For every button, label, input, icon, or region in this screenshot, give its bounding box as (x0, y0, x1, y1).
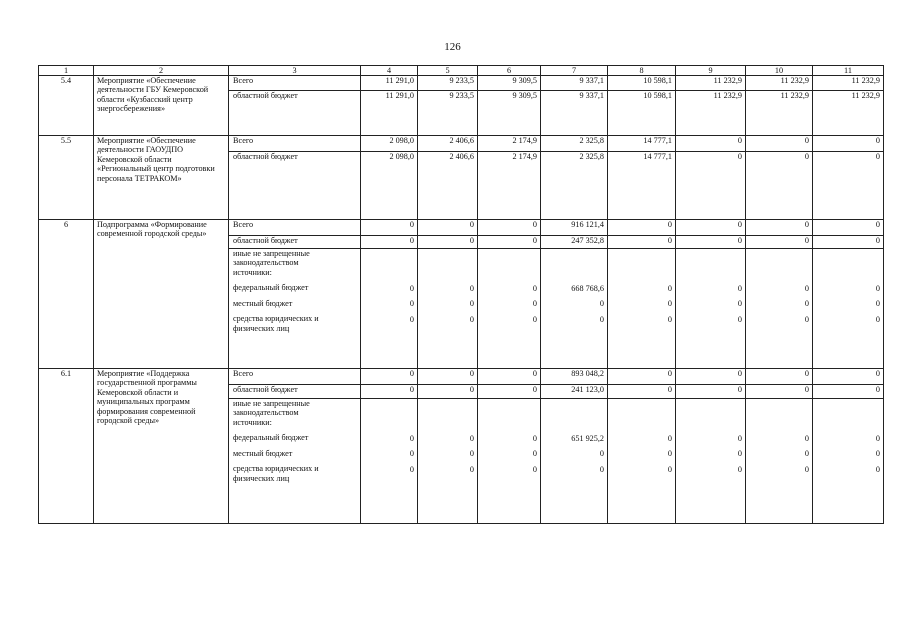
value-cell: 0 (418, 220, 478, 236)
value-cell: 9 309,5 (478, 76, 541, 91)
funding-source: областной бюджет (229, 91, 361, 136)
value-cell: 0 (804, 464, 809, 474)
value-cell: 0 (361, 385, 418, 399)
value-cell: 2 098,0 (361, 152, 418, 220)
value-cell: 0 (676, 236, 746, 249)
item-code: 6 (39, 220, 94, 369)
value-cell: 0 (599, 299, 604, 309)
value-cell: 0 (608, 220, 676, 236)
value-cell: 0 (409, 314, 414, 324)
value-cell: 0 (478, 369, 541, 385)
column-number: 5 (418, 66, 478, 76)
value-cell: 0 (676, 385, 746, 399)
funding-source: областной бюджет (229, 236, 361, 249)
value-cell: 0 (813, 136, 884, 152)
value-cell: 0 (804, 314, 809, 324)
value-cell: 0 (409, 284, 414, 293)
value-cell: 0 (608, 236, 676, 249)
value-cell: 9 233,5 (418, 91, 478, 136)
value-cell: 0 (667, 464, 672, 474)
funding-source: областной бюджет (229, 385, 361, 399)
value-cell: 0 (813, 220, 884, 236)
funding-source: федеральный бюджет (233, 283, 309, 293)
value-cell: 0 (667, 449, 672, 459)
value-cell-stack (361, 399, 418, 524)
column-number: 2 (94, 66, 229, 76)
value-cell-stack (746, 399, 813, 524)
value-cell: 0 (469, 284, 474, 293)
value-cell: 0 (746, 385, 813, 399)
value-cell: 0 (737, 449, 742, 459)
value-cell: 11 232,9 (676, 76, 746, 91)
value-cell-stack (418, 399, 478, 524)
value-cell: 11 232,9 (813, 76, 884, 91)
value-cell: 0 (409, 434, 414, 443)
value-cell: 0 (746, 236, 813, 249)
value-cell: 0 (418, 236, 478, 249)
table-row (39, 369, 884, 385)
value-cell: 0 (676, 136, 746, 152)
value-cell: 0 (676, 152, 746, 220)
value-cell: 0 (875, 434, 880, 443)
table-row (39, 220, 884, 236)
value-cell: 10 598,1 (608, 76, 676, 91)
value-cell: 11 232,9 (813, 91, 884, 136)
item-name: Мероприятие «Поддержка государственной программы Кемеровской области и муниципальных программ формирования современной городской среды» (94, 369, 229, 524)
value-cell: 0 (469, 434, 474, 443)
value-cell: 0 (737, 464, 742, 474)
funding-source: Всего (229, 76, 361, 91)
value-cell-stack (608, 249, 676, 369)
value-cell: 14 777,1 (608, 152, 676, 220)
value-cell: 0 (361, 220, 418, 236)
value-cell: 2 406,6 (418, 152, 478, 220)
value-cell: 0 (737, 284, 742, 293)
column-number: 1 (39, 66, 94, 76)
column-number: 6 (478, 66, 541, 76)
value-cell: 11 232,9 (676, 91, 746, 136)
value-cell: 241 123,0 (541, 385, 608, 399)
funding-source: Всего (229, 220, 361, 236)
column-number: 8 (608, 66, 676, 76)
value-cell: 11 291,0 (361, 76, 418, 91)
value-cell: 0 (813, 369, 884, 385)
value-cell-stack (676, 399, 746, 524)
value-cell: 0 (746, 220, 813, 236)
value-cell: 0 (875, 299, 880, 309)
value-cell-stack (361, 249, 418, 369)
value-cell: 0 (532, 299, 537, 309)
table-row (39, 76, 884, 91)
value-cell: 0 (746, 136, 813, 152)
column-number: 10 (746, 66, 813, 76)
funding-source: средства юридических и физических лиц (233, 314, 319, 333)
value-cell: 916 121,4 (541, 220, 608, 236)
value-cell: 9 337,1 (541, 76, 608, 91)
funding-source-list (229, 249, 361, 369)
value-cell-stack (418, 249, 478, 369)
value-cell: 0 (746, 152, 813, 220)
value-cell: 0 (804, 449, 809, 459)
item-code: 6.1 (39, 369, 94, 524)
other-sources-intro: иные не запрещенные законодательством источники: (233, 399, 310, 427)
value-cell: 2 174,9 (478, 136, 541, 152)
value-cell: 0 (361, 369, 418, 385)
value-cell: 0 (737, 314, 742, 324)
value-cell-stack (478, 249, 541, 369)
funding-source-list (229, 399, 361, 524)
value-cell: 0 (676, 369, 746, 385)
value-cell: 0 (667, 284, 672, 293)
value-cell: 651 925,2 (571, 434, 604, 443)
item-code: 5.4 (39, 76, 94, 136)
value-cell: 0 (737, 299, 742, 309)
value-cell: 0 (608, 369, 676, 385)
value-cell: 0 (667, 299, 672, 309)
column-number: 4 (361, 66, 418, 76)
value-cell: 0 (478, 236, 541, 249)
column-number: 11 (813, 66, 884, 76)
funding-source: средства юридических и физических лиц (233, 464, 319, 483)
value-cell: 2 098,0 (361, 136, 418, 152)
value-cell: 0 (667, 314, 672, 324)
value-cell: 0 (478, 385, 541, 399)
item-name: Подпрограмма «Формирование современной городской среды» (94, 220, 229, 369)
item-code: 5.5 (39, 136, 94, 220)
value-cell: 0 (804, 434, 809, 443)
column-number: 3 (229, 66, 361, 76)
column-number: 7 (541, 66, 608, 76)
value-cell: 9 337,1 (541, 91, 608, 136)
funding-source: местный бюджет (233, 298, 293, 308)
value-cell: 0 (532, 284, 537, 293)
value-cell: 0 (599, 314, 604, 324)
value-cell: 0 (813, 385, 884, 399)
page-number: 126 (444, 41, 461, 53)
value-cell-stack (541, 399, 608, 524)
value-cell: 0 (532, 434, 537, 443)
value-cell: 14 777,1 (608, 136, 676, 152)
value-cell: 0 (599, 449, 604, 459)
value-cell: 0 (746, 369, 813, 385)
value-cell: 10 598,1 (608, 91, 676, 136)
value-cell: 0 (804, 284, 809, 293)
value-cell-stack (676, 249, 746, 369)
value-cell: 0 (418, 369, 478, 385)
value-cell: 893 048,2 (541, 369, 608, 385)
value-cell: 0 (813, 236, 884, 249)
value-cell-stack (608, 399, 676, 524)
value-cell: 2 325,8 (541, 136, 608, 152)
value-cell: 0 (676, 220, 746, 236)
value-cell: 0 (667, 434, 672, 443)
value-cell: 0 (608, 385, 676, 399)
value-cell: 11 232,9 (746, 91, 813, 136)
value-cell: 0 (737, 434, 742, 443)
value-cell: 0 (875, 314, 880, 324)
value-cell: 0 (409, 299, 414, 309)
value-cell: 0 (532, 314, 537, 324)
value-cell: 0 (361, 236, 418, 249)
value-cell-stack (746, 249, 813, 369)
value-cell: 0 (418, 385, 478, 399)
value-cell: 0 (804, 299, 809, 309)
column-number-row (39, 66, 884, 76)
value-cell: 0 (599, 464, 604, 474)
value-cell: 0 (875, 449, 880, 459)
value-cell: 247 352,8 (541, 236, 608, 249)
value-cell: 0 (532, 449, 537, 459)
value-cell: 0 (469, 464, 474, 474)
value-cell: 9 233,5 (418, 76, 478, 91)
value-cell: 0 (813, 152, 884, 220)
value-cell: 0 (875, 284, 880, 293)
value-cell: 0 (469, 314, 474, 324)
value-cell: 0 (409, 464, 414, 474)
value-cell: 0 (875, 464, 880, 474)
value-cell: 11 291,0 (361, 91, 418, 136)
funding-source: Всего (229, 136, 361, 152)
value-cell: 0 (409, 449, 414, 459)
budget-table (38, 65, 884, 524)
funding-source: местный бюджет (233, 448, 293, 458)
value-cell: 11 232,9 (746, 76, 813, 91)
item-name: Мероприятие «Обеспечение деятельности ГАОУДПО Кемеровской области «Региональный центр подготовки персонала ТЕТРАКОМ» (94, 136, 229, 220)
value-cell: 0 (478, 220, 541, 236)
other-sources-intro: иные не запрещенные законодательством источники: (233, 249, 310, 277)
value-cell-stack (813, 399, 884, 524)
value-cell: 0 (469, 299, 474, 309)
item-name: Мероприятие «Обеспечение деятельности ГБУ Кемеровской области «Кузбасский центр энергосбережения» (94, 76, 229, 136)
funding-source: областной бюджет (229, 152, 361, 220)
value-cell: 0 (532, 464, 537, 474)
value-cell-stack (813, 249, 884, 369)
value-cell: 2 325,8 (541, 152, 608, 220)
column-number: 9 (676, 66, 746, 76)
value-cell: 9 309,5 (478, 91, 541, 136)
funding-source: федеральный бюджет (233, 433, 309, 443)
value-cell: 2 174,9 (478, 152, 541, 220)
value-cell-stack (478, 399, 541, 524)
funding-source: Всего (229, 369, 361, 385)
value-cell: 2 406,6 (418, 136, 478, 152)
table-row (39, 136, 884, 152)
value-cell-stack (541, 249, 608, 369)
value-cell: 668 768,6 (571, 284, 604, 293)
value-cell: 0 (469, 449, 474, 459)
